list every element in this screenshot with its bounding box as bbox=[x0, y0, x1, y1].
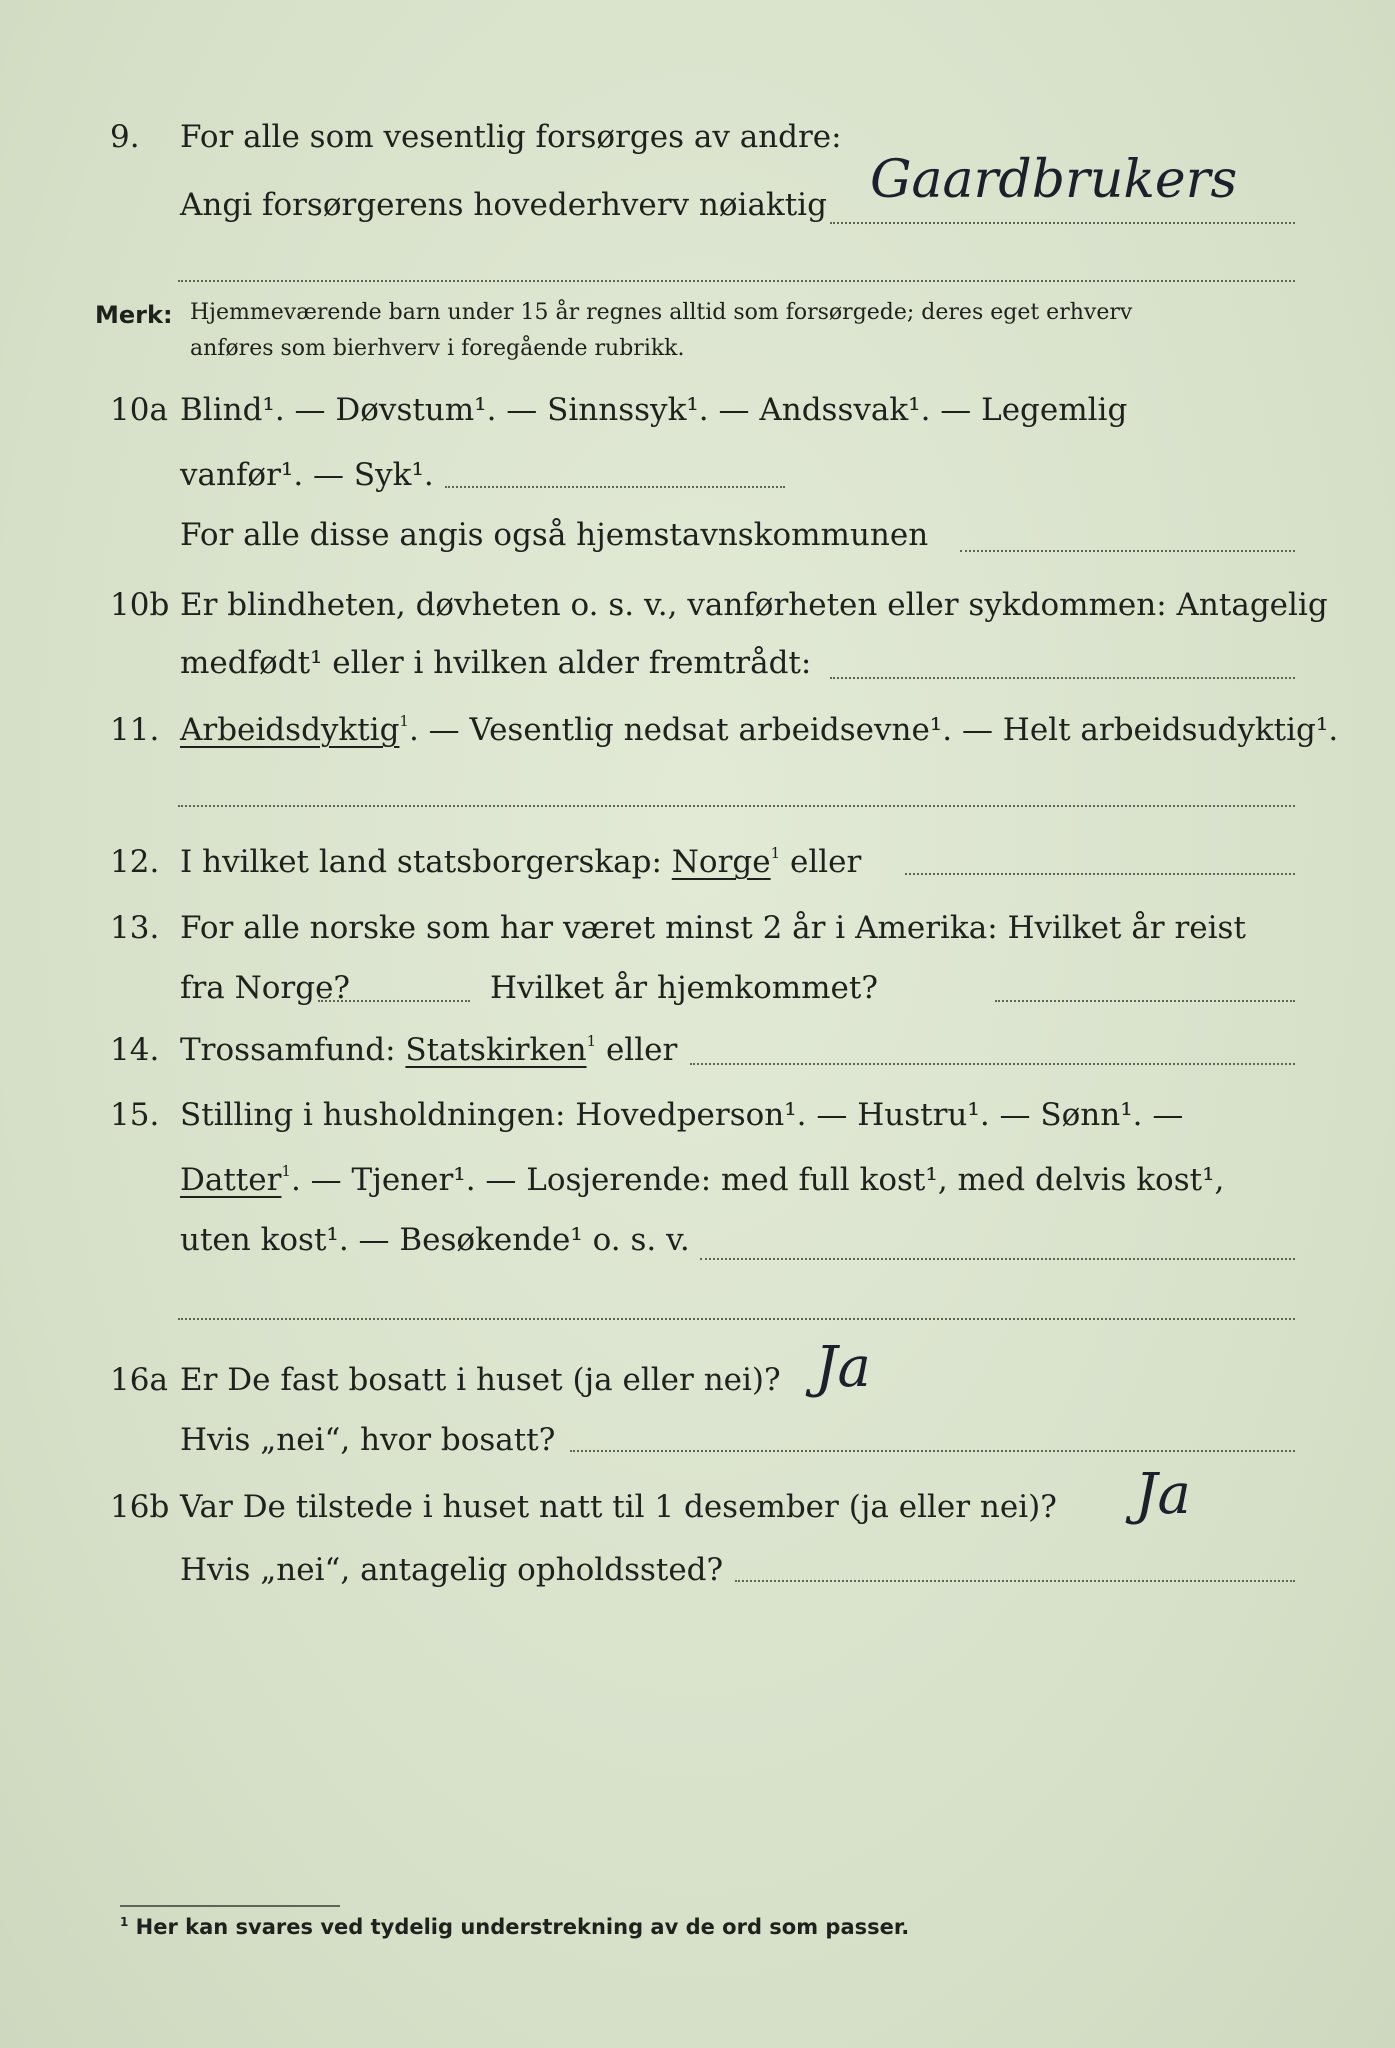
handwritten-answer: Ja bbox=[815, 1335, 871, 1400]
question-text: Angi forsørgerens hovederhverv nøiaktig bbox=[180, 187, 827, 223]
question-text: Stilling i husholdningen: Hovedperson¹. — Hustru¹. — Sønn¹. — bbox=[180, 1097, 1184, 1133]
question-16a bbox=[0, 1355, 1395, 1405]
question-number: 15. bbox=[110, 1097, 160, 1133]
answer-dotted-line bbox=[178, 805, 1295, 807]
question-number: 11. bbox=[110, 712, 160, 748]
question-text: Datter$^1$. — Tjener¹. — Losjerende: med full kost¹, med delvis kost¹, bbox=[180, 1162, 1225, 1198]
answer-dotted-line bbox=[445, 486, 785, 488]
question-10b-line2 bbox=[0, 638, 1395, 688]
question-text: For alle norske som har været minst 2 år i Amerika: Hvilket år reist bbox=[180, 910, 1246, 946]
question-text: Trossamfund: Statskirken$^1$ eller bbox=[180, 1032, 678, 1068]
answer-dotted-line bbox=[995, 1000, 1295, 1002]
question-text: medfødt¹ eller i hvilken alder fremtrådt: bbox=[180, 645, 812, 681]
question-15-line2 bbox=[0, 1155, 1395, 1205]
answer-dotted-line bbox=[735, 1580, 1295, 1582]
question-text: . — Vesentlig nedsat arbeidsevne¹. — Helt arbeidsudyktig¹. bbox=[408, 712, 1339, 748]
merk-text: anføres som bierhverv i foregående rubrikk. bbox=[190, 336, 685, 361]
question-number: 16b bbox=[110, 1489, 170, 1525]
question-number: 13. bbox=[110, 910, 160, 946]
answer-dotted-line bbox=[830, 222, 1295, 224]
question-text: fra Norge? bbox=[180, 970, 351, 1006]
question-number: 9. bbox=[110, 119, 140, 155]
question-12 bbox=[0, 837, 1395, 887]
question-10b bbox=[0, 580, 1395, 630]
handwritten-answer: Gaardbrukers bbox=[870, 150, 1238, 210]
footnote: $^1$ Her kan svares ved tydelig understrekning av de ord som passer. bbox=[120, 1915, 910, 1939]
answer-dotted-line bbox=[570, 1450, 1295, 1452]
question-text: uten kost¹. — Besøkende¹ o. s. v. bbox=[180, 1222, 690, 1258]
answer-dotted-line bbox=[960, 550, 1295, 552]
question-13 bbox=[0, 903, 1395, 953]
question-text: Hvis „nei“, hvor bosatt? bbox=[180, 1422, 556, 1458]
question-text: Er De fast bosatt i huset (ja eller nei)? bbox=[180, 1362, 781, 1398]
merk-label: Merk: bbox=[95, 301, 173, 329]
question-10a-line3 bbox=[0, 510, 1395, 560]
question-10a bbox=[0, 385, 1395, 435]
question-text: Var De tilstede i huset natt til 1 desember (ja eller nei)? bbox=[180, 1489, 1057, 1525]
underlined-option: Norge bbox=[671, 844, 771, 880]
question-10a-line2 bbox=[0, 450, 1395, 500]
question-text: eller bbox=[596, 1032, 678, 1068]
question-text: Arbeidsdyktig$^1$. — Vesentlig nedsat arbeidsevne¹. — Helt arbeidsudyktig¹. bbox=[180, 712, 1339, 748]
answer-dotted-line bbox=[178, 1318, 1295, 1320]
question-text: vanfør¹. — Syk¹. bbox=[180, 457, 434, 493]
question-16a-line2 bbox=[0, 1415, 1395, 1465]
question-text: eller bbox=[780, 844, 862, 880]
question-text: . — Tjener¹. — Losjerende: med full kost¹, med delvis kost¹, bbox=[290, 1162, 1225, 1198]
answer-dotted-line bbox=[830, 677, 1295, 679]
question-13-line2 bbox=[0, 963, 1395, 1013]
footnote-text: Her kan svares ved tydelig understrekning av de ord som passer. bbox=[135, 1915, 910, 1939]
handwritten-answer: Ja bbox=[1135, 1462, 1191, 1527]
footnote-rule bbox=[120, 1905, 340, 1907]
answer-dotted-line bbox=[318, 1000, 470, 1002]
question-text: I hvilket land statsborgerskap: Norge$^1$ eller bbox=[180, 844, 862, 880]
merk-note bbox=[0, 295, 1395, 375]
underlined-option: Datter bbox=[180, 1162, 282, 1198]
answer-dotted-line bbox=[178, 280, 1295, 282]
question-number: 10a bbox=[110, 392, 168, 428]
underlined-option: Arbeidsdyktig bbox=[180, 712, 400, 748]
question-number: 12. bbox=[110, 844, 160, 880]
question-number: 10b bbox=[110, 587, 170, 623]
answer-dotted-line bbox=[690, 1063, 1295, 1065]
question-15 bbox=[0, 1090, 1395, 1140]
question-text: Hvilket år hjemkommet? bbox=[490, 970, 878, 1006]
merk-text: Hjemmeværende barn under 15 år regnes alltid som forsørgede; deres eget erhverv bbox=[190, 300, 1133, 325]
question-14 bbox=[0, 1025, 1395, 1075]
question-text: Trossamfund: bbox=[180, 1032, 406, 1068]
question-text: Er blindheten, døvheten o. s. v., vanførheten eller sykdommen: Antagelig bbox=[180, 587, 1328, 623]
question-number: 16a bbox=[110, 1362, 168, 1398]
answer-dotted-line bbox=[700, 1258, 1295, 1260]
question-16b-line2 bbox=[0, 1545, 1395, 1595]
underlined-option: Statskirken bbox=[405, 1032, 587, 1068]
question-text: I hvilket land statsborgerskap: bbox=[180, 844, 672, 880]
question-number: 14. bbox=[110, 1032, 160, 1068]
question-text: Hvis „nei“, antagelig opholdssted? bbox=[180, 1552, 724, 1588]
question-text: For alle som vesentlig forsørges av andre: bbox=[180, 119, 842, 155]
answer-dotted-line bbox=[905, 873, 1295, 875]
question-text: Blind¹. — Døvstum¹. — Sinnssyk¹. — Andssvak¹. — Legemlig bbox=[180, 392, 1128, 428]
question-text: For alle disse angis også hjemstavnskommunen bbox=[180, 517, 929, 553]
question-11 bbox=[0, 705, 1395, 755]
